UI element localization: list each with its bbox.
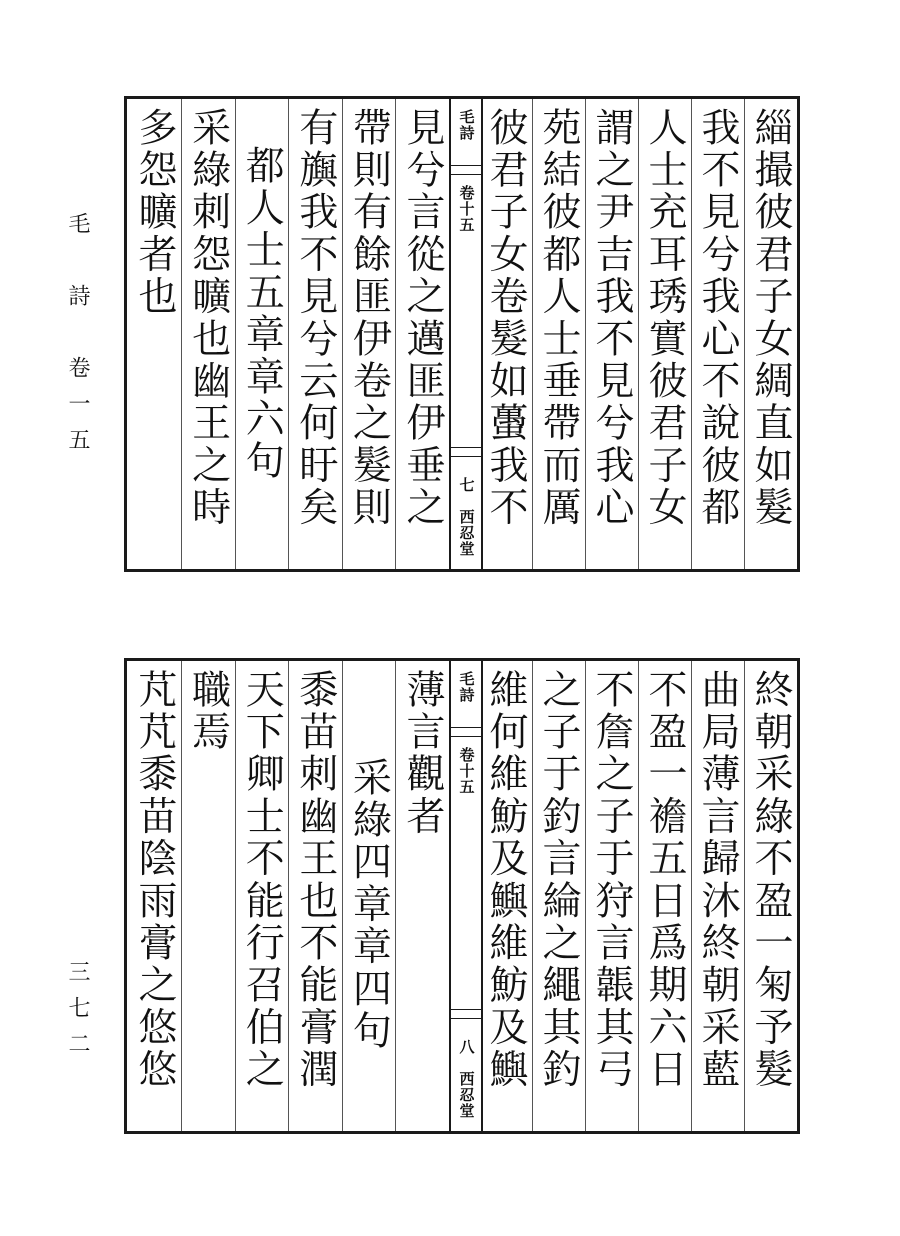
- left-half-bottom: [127, 661, 449, 1131]
- text-column: 曲局薄言歸沐終朝采藍: [691, 661, 744, 1131]
- text-column: 我不見兮我心不說彼都: [691, 99, 744, 569]
- margin-book-title: 毛詩: [457, 671, 476, 703]
- margin-book-title: 毛詩: [457, 109, 476, 141]
- text-column: 有旟我不見兮云何盱矣: [288, 99, 342, 569]
- margin-juan: 卷十五: [457, 747, 476, 795]
- side-page-number: 三七二: [65, 960, 90, 1068]
- fish-tail-mark: [451, 447, 481, 457]
- section-note: 都人士五章章六句: [235, 99, 289, 569]
- section-note: 采綠四章章四句: [342, 661, 396, 1131]
- text-column: 職焉: [181, 661, 235, 1131]
- block-center-margin: [449, 99, 483, 569]
- text-column: 見兮言從之邁匪伊垂之: [395, 99, 449, 569]
- text-column: 不詹之子于狩言韔其弓: [585, 661, 638, 1131]
- side-title: 毛 詩 卷一五: [65, 212, 90, 464]
- text-column: 薄言觀者: [395, 661, 449, 1131]
- right-half-top: [477, 99, 797, 569]
- text-column: 緇撮彼君子女綢直如髮: [744, 99, 797, 569]
- text-column: 帶則有餘匪伊卷之髮則: [342, 99, 396, 569]
- text-column: 苑結彼都人士垂帶而厲: [532, 99, 585, 569]
- text-column: 維何維魴及鱮維魴及鱮: [483, 669, 528, 1091]
- fish-tail-mark: [451, 727, 481, 737]
- text-column: 謂之尹吉我不見兮我心: [585, 99, 638, 569]
- text-column: 采綠刺怨曠也幽王之時: [181, 99, 235, 569]
- text-column: 芃芃黍苗陰雨膏之悠悠: [132, 669, 178, 1091]
- block-center-margin: [449, 661, 483, 1131]
- text-column: 彼君子女卷髮如蠆我不: [483, 107, 528, 529]
- text-column: 之子于釣言綸之繩其釣: [532, 661, 585, 1131]
- left-half-top: [127, 99, 449, 569]
- text-column: 人士充耳琇實彼君子女: [638, 99, 691, 569]
- text-column: 黍苗刺幽王也不能膏潤: [288, 661, 342, 1131]
- text-block-bottom: [124, 658, 800, 1134]
- fish-tail-mark: [451, 1009, 481, 1019]
- margin-hall-name: 七 西忍堂: [457, 477, 476, 557]
- text-column: 多怨曠者也: [132, 107, 178, 318]
- fish-tail-mark: [451, 165, 481, 175]
- margin-hall-name: 八 西忍堂: [457, 1039, 476, 1119]
- right-half-bottom: [477, 661, 797, 1131]
- text-column: 天下卿士不能行召伯之: [235, 661, 289, 1131]
- margin-juan: 卷十五: [457, 185, 476, 233]
- text-column: 終朝采綠不盈一匊予髮: [744, 661, 797, 1131]
- text-block-top: [124, 96, 800, 572]
- text-column: 不盈一襜五日爲期六日: [638, 661, 691, 1131]
